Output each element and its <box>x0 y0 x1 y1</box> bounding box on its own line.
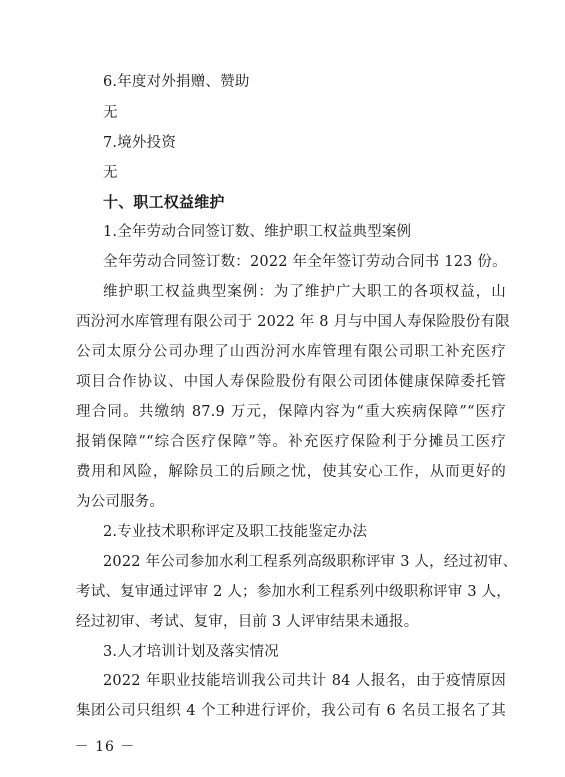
subsection-title-titles-evaluation: 2.专业技术职称评定及职工技能鉴定办法 <box>103 524 368 540</box>
subsection-title-donations: 6.年度对外捐赠、赞助 <box>103 74 250 90</box>
page-number: － 16 － <box>74 739 136 755</box>
body-text: 全年劳动合同签订数：2022 年全年签订劳动合同书 123 份。 <box>103 254 507 270</box>
body-text: 报销保障”“综合医疗保障”等。补充医疗保险利于分摊员工医疗 <box>76 434 506 450</box>
subsection-title-training: 3.人才培训计划及落实情况 <box>103 644 279 660</box>
body-text: 项目合作协议、中国人寿保险股份有限公司团体健康保障委托管 <box>76 374 506 390</box>
body-text: 无 <box>103 165 118 181</box>
body-text: 公司太原分公司办理了山西汾河水库管理有限公司职工补充医疗 <box>76 344 506 360</box>
body-text: 维护职工权益典型案例：为了维护广大职工的各项权益，山 <box>103 284 506 300</box>
body-text: 经过初审、考试、复审，目前 3 人评审结果未通报。 <box>76 614 419 630</box>
body-text: 理合同。共缴纳 87.9 万元，保障内容为“重大疾病保障”“医疗 <box>76 404 506 420</box>
body-text: 无 <box>103 105 118 121</box>
body-text: 集团公司只组织 4 个工种进行评价，我公司有 6 名员工报名了其 <box>76 703 506 719</box>
body-text: 考试、复审通过评审 2 人；参加水利工程系列中级职称评审 3 人， <box>76 584 511 600</box>
section-heading: 十、职工权益维护 <box>103 193 225 211</box>
body-text: 2022 年职业技能培训我公司共计 84 人报名，由于疫情原因 <box>103 673 506 689</box>
subsection-title-overseas-investment: 7.境外投资 <box>103 135 177 151</box>
body-text: 西汾河水库管理有限公司于 2022 年 8 月与中国人寿保险股份有限 <box>76 314 510 330</box>
subsection-title-labor-contracts: 1.全年劳动合同签订数、维护职工权益典型案例 <box>103 224 412 240</box>
body-text: 2022 年公司参加水利工程系列高级职称评审 3 人，经过初审、 <box>103 554 518 570</box>
body-text: 费用和风险，解除员工的后顾之忧，使其安心工作，从而更好的 <box>76 464 506 480</box>
body-text: 为公司服务。 <box>76 494 165 510</box>
